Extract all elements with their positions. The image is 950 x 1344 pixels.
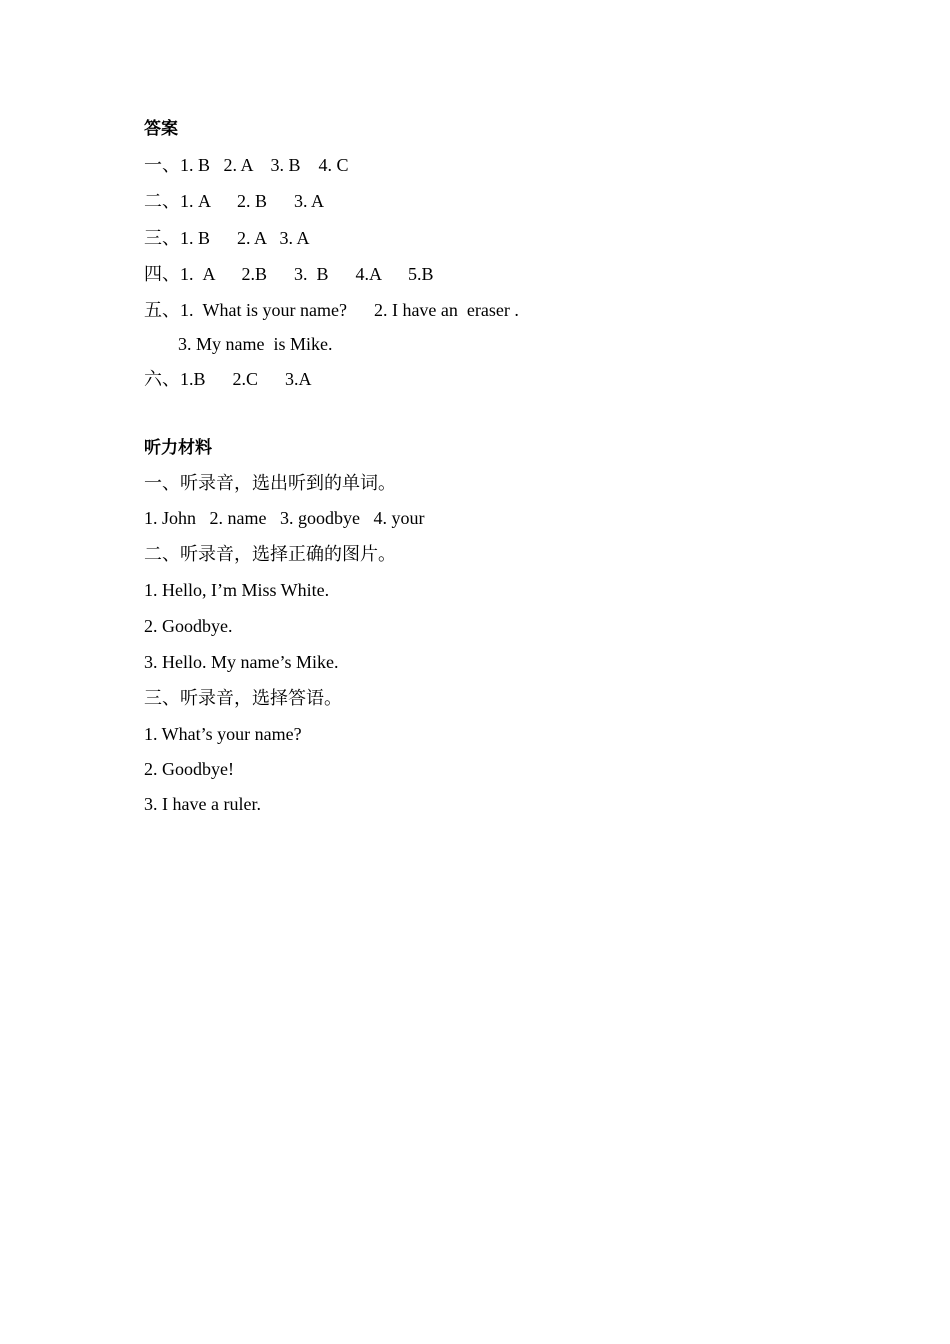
listening-section-2-item-3: 3. Hello. My name’s Mike.: [144, 652, 339, 672]
answer-line-2: 二、1. A 2. B 3. A: [144, 191, 325, 211]
listening-section-3-item-3: 3. I have a ruler.: [144, 794, 261, 814]
listening-section-2-item-1: 1. Hello, I’m Miss White.: [144, 580, 330, 600]
listening-section-1-title: 一、听录音，选出听到的单词。: [144, 473, 396, 493]
answer-line-6: 六、1.B 2.C 3.A: [144, 369, 312, 389]
listening-section-3-title: 三、听录音，选择答语。: [144, 688, 342, 708]
answer-line-3: 三、1. B 2. A 3. A: [144, 228, 310, 248]
answer-line-5: 五、1. What is your name? 2. I have an eraser .: [144, 300, 519, 320]
listening-section-3-item-1: 1. What’s your name?: [144, 724, 302, 744]
listening-section-2-title: 二、听录音，选择正确的图片。: [144, 544, 396, 564]
listening-section-2-item-2: 2. Goodbye.: [144, 616, 233, 636]
listening-section-3-item-2: 2. Goodbye!: [144, 759, 234, 779]
answer-line-1: 一、1. B 2. A 3. B 4. C: [144, 155, 349, 175]
listening-heading: 听力材料: [144, 438, 212, 458]
answer-line-4: 四、1. A 2.B 3. B 4.A 5.B: [144, 264, 434, 284]
answer-line-5-continued: 3. My name is Mike.: [178, 334, 333, 354]
answers-heading: 答案: [144, 119, 178, 139]
listening-section-1-words: 1. John 2. name 3. goodbye 4. your: [144, 508, 425, 528]
